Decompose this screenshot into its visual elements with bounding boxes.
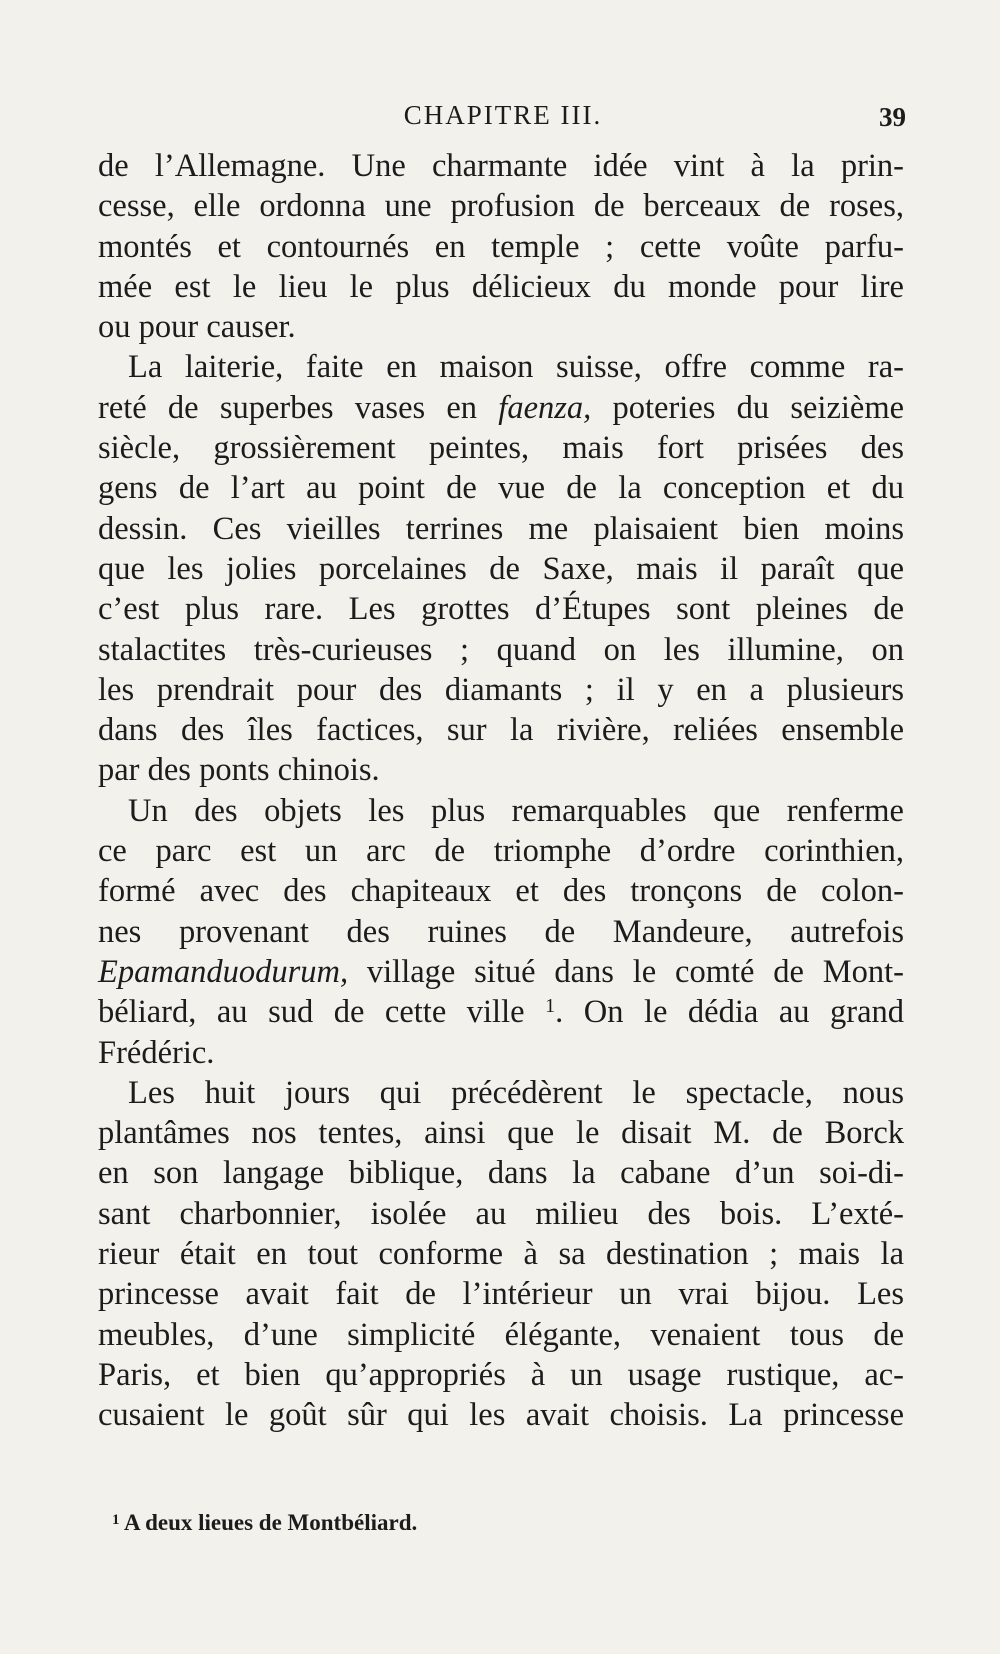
text-line: Frédéric. bbox=[98, 1034, 215, 1071]
body-text bbox=[98, 146, 904, 1436]
text-line bbox=[98, 388, 904, 428]
text-line: gens de l’art au point de vue de la conception et du bbox=[98, 470, 904, 507]
text-line: sant charbonnier, isolée au milieu des bois. L’exté- bbox=[98, 1195, 904, 1232]
text-line: de l’Allemagne. Une charmante idée vint à la prin- bbox=[98, 148, 904, 184]
text-line: plantâmes nos tentes, ainsi que le disait M. de Borck bbox=[98, 1115, 904, 1152]
italic-term: Epamanduodurum, bbox=[98, 953, 349, 990]
footnote-mark: 1 bbox=[112, 1512, 120, 1528]
text-line: siècle, grossièrement peintes, mais fort prisées des bbox=[98, 430, 904, 467]
running-head bbox=[100, 100, 906, 140]
text-line: cusaient le goût sûr qui les avait choisis. La princesse bbox=[98, 1397, 904, 1434]
text-segment: béliard, au sud de cette ville bbox=[98, 994, 525, 1031]
text-line: montés et contournés en temple ; cette voûte parfu- bbox=[98, 228, 904, 265]
text-line: rieur était en tout conforme à sa destination ; mais la bbox=[98, 1236, 904, 1273]
text-line: en son langage biblique, dans la cabane d’un soi-di- bbox=[98, 1155, 904, 1192]
footnote-text: A deux lieues de Montbéliard. bbox=[123, 1510, 418, 1535]
text-line: Paris, et bien qu’appropriés à un usage rustique, ac- bbox=[98, 1356, 904, 1393]
text-line bbox=[98, 952, 904, 992]
text-line: par des ponts chinois. bbox=[98, 752, 380, 789]
text-line: que les jolies porcelaines de Saxe, mais il paraît que bbox=[98, 550, 904, 587]
page-number: 39 bbox=[879, 102, 906, 132]
text-line: les prendrait pour des diamants ; il y en a plusieurs bbox=[98, 671, 904, 708]
footnote bbox=[112, 1510, 892, 1536]
text-line: mée est le lieu le plus délicieux du monde pour lire bbox=[98, 268, 904, 305]
chapter-title: CHAPITRE III. bbox=[403, 100, 603, 130]
text-segment: . On le dédia au grand bbox=[555, 994, 905, 1031]
text-line: Un des objets les plus remarquables que renferme bbox=[128, 792, 904, 829]
italic-term: faenza, bbox=[498, 389, 592, 426]
text-line: ce parc est un arc de triomphe d’ordre corinthien, bbox=[98, 833, 904, 870]
text-line bbox=[98, 992, 904, 1032]
text-line: cesse, elle ordonna une profusion de berceaux de roses, bbox=[98, 188, 904, 225]
text-line: stalactites très-curieuses ; quand on les illumine, on bbox=[98, 631, 904, 668]
text-line: nes provenant des ruines de Mandeure, autrefois bbox=[98, 913, 904, 950]
text-line: meubles, d’une simplicité élégante, venaient tous de bbox=[98, 1316, 904, 1353]
footnote-reference: 1 bbox=[545, 995, 556, 1018]
text-line: dans des îles factices, sur la rivière, reliées ensemble bbox=[98, 712, 904, 749]
text-segment: poteries du seizième bbox=[612, 389, 905, 426]
text-line: formé avec des chapiteaux et des tronçons de colon- bbox=[98, 873, 904, 910]
text-line: Les huit jours qui précédèrent le spectacle, nous bbox=[128, 1074, 904, 1111]
text-line: dessin. Ces vieilles terrines me plaisaient bien moins bbox=[98, 510, 904, 547]
text-line: princesse avait fait de l’intérieur un vrai bijou. Les bbox=[98, 1276, 904, 1313]
text-segment: reté de superbes vases en bbox=[98, 389, 478, 426]
text-line: c’est plus rare. Les grottes d’Étupes sont pleines de bbox=[98, 591, 904, 628]
text-line: La laiterie, faite en maison suisse, offre comme ra- bbox=[128, 349, 904, 386]
text-segment: village situé dans le comté de Mont- bbox=[366, 953, 905, 990]
text-line: ou pour causer. bbox=[98, 309, 296, 346]
